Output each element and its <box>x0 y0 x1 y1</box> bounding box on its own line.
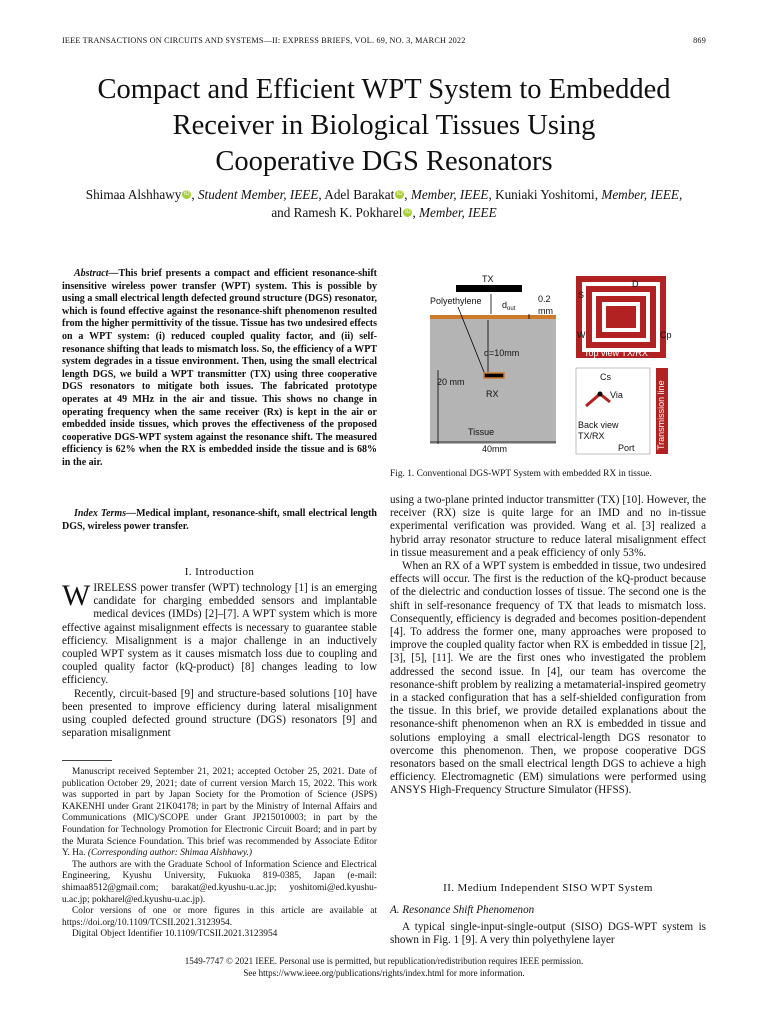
thickness-label: 0.2 <box>538 294 551 304</box>
rx-label: RX <box>486 389 499 399</box>
footnote-color-versions[interactable]: Color versions of one or more figures in this article are available at https://doi.org/10.1109/TCSII.2021.3123954. <box>62 906 377 928</box>
subsection-heading: A. Resonance Shift Phenomenon <box>390 904 535 916</box>
paper-title <box>40 72 728 180</box>
transmission-line-label: Transmission line <box>656 380 666 450</box>
author-list: Shimaa Alshhawy iD , Student Member, IEEE, Adel Barakat iD , Member, IEEE, Kuniaki Yoshitomi, Member, IEEE, and Ramesh K. Pokharel iD , Member, IEEE <box>85 187 683 220</box>
w-label: W <box>577 330 586 340</box>
orcid-icon[interactable]: iD <box>184 191 190 197</box>
abstract-label: Abstract— <box>74 268 119 279</box>
footnote-doi: Digital Object Identifier 10.1109/TCSII.2021.3123954 <box>72 929 278 940</box>
via-label: Via <box>610 390 623 400</box>
port-label: Port <box>618 443 635 453</box>
figure-caption: Fig. 1. Conventional DGS-WPT System with embedded RX in tissue. <box>390 469 652 479</box>
footnote <box>62 767 377 941</box>
page-number: 869 <box>693 36 706 45</box>
rx-bar <box>484 373 504 378</box>
tx-bar <box>456 285 522 292</box>
drop-cap: W <box>62 579 91 612</box>
height-label: 20 mm <box>437 377 465 387</box>
copyright-line-2[interactable]: See https://www.ieee.org/publications/rights/index.html for more information. <box>243 967 525 978</box>
author-1: Shimaa Alshhawy <box>85 187 182 202</box>
footnote-corresponding: (Corresponding author: Shimaa Alshhawy.) <box>87 848 252 859</box>
author-1-role: Student Member, IEEE <box>197 187 319 202</box>
section-heading-2: II. Medium Independent SISO WPT System <box>443 882 653 894</box>
right-column-body <box>390 494 706 798</box>
abstract-text: This brief presents a compact and efficient resonance-shift insensitive wireless power transfer (WPT) system. This is possible by using a small electrical length defected ground structure (DGS) resonator, which is found effective against the resonance-shift phenomenon resulted from the higher permittivity of the tissue. Tissue has two undesired effects on a WPT system: (i) reduced coupled quality factor, and (ii) self-resonance shifting that leads to mismatch loss. So, the efficiency of a WPT system degrades in a tissue environment. Then, using the small electrical length DGS, we build a WPT transmitter (TX) using three cooperative DGS resonators to mitigate both issues. The fabricated prototype operates at 49 MHz in the air and tissue. This shows no change in operating frequency when the same receiver (Rx) is kept in the air or embedded inside tissues, which proves the effectiveness of the proposed cooperative DGS-WPT system against the resonance shift. The measured efficiency is 62% when the RX is embedded inside the tissue and is 68% in the air. <box>62 268 377 468</box>
title-line-1: Compact and Efficient WPT System to Embedded <box>97 74 671 105</box>
thickness-unit-label: mm <box>538 306 553 316</box>
author-4-role: Member, IEEE <box>419 205 497 220</box>
cp-label: Cp <box>660 330 672 340</box>
right-paragraph-1: using a two-plane printed inductor transmitter (TX) [10]. However, the receiver (RX) size is quite large for an IMD and no in-tissue experimental verification was provided. Wang et al. [3] realized a hybrid array resonator structure to reduce lateral misalignment effect in tissue measurement and a peak efficiency of only 53%. <box>390 494 706 559</box>
title-line-2: Receiver in Biological Tissues Using <box>172 110 596 141</box>
journal-header: IEEE TRANSACTIONS ON CIRCUITS AND SYSTEMS—II: EXPRESS BRIEFS, VOL. 69, NO. 3, MARCH 2022 <box>62 36 466 45</box>
author-4: Ramesh K. Pokharel <box>293 205 403 220</box>
top-view-label: Top view TX/RX <box>584 348 648 358</box>
d-label: D <box>632 279 639 289</box>
author-conjunction: and <box>271 205 291 220</box>
figure-1 <box>396 272 706 462</box>
top-view-center <box>606 306 636 328</box>
index-terms <box>62 508 377 533</box>
abstract <box>62 268 377 470</box>
intro-paragraph-2: Recently, circuit-based [9] and structure-based solutions [10] have been presented to improve efficiency during lateral misalignment using coupled defected ground structure (DGS) resonators [9] and separation misalignment <box>62 687 377 740</box>
back-view-label-2: TX/RX <box>578 431 605 441</box>
index-terms-label: Index Terms— <box>74 508 137 519</box>
tissue-label: Tissue <box>468 427 495 437</box>
footnote-divider <box>62 760 112 761</box>
title-line-3: Cooperative DGS Resonators <box>215 146 553 177</box>
orcid-icon[interactable]: iD <box>396 191 403 197</box>
back-view-label-1: Back view <box>578 420 619 430</box>
copyright-footer <box>62 956 706 979</box>
back-view-panel <box>576 368 650 454</box>
introduction-body <box>62 579 377 740</box>
footnote-affiliation: The authors are with the Graduate School of Information Science and Electrical Engineering, Kyushu University, Fukuoka 819-0385, Japan (e-mail: shimaa8512@gmail.com; barakat@ed.kyushu-u.ac.jp; yoshitomi@ed.kyushu-u.ac.jp; pokharel@ed.kyushu-u.ac.jp). <box>62 859 377 905</box>
section-heading: I. Introduction <box>184 566 255 578</box>
author-2-role: Member, IEEE <box>410 187 489 202</box>
via-mark <box>598 392 603 397</box>
width-label: 40mm <box>482 444 508 454</box>
author-3-role: Member, IEEE, <box>601 187 683 202</box>
footnote-manuscript: Manuscript received September 21, 2021; accepted October 25, 2021. Date of publication October 29, 2021; date of current version March 15, 2022. This work was supported in part by Japan Society for the Promotion of Science (JSPS) KAKENHI under Grant 21K04178; in part by the Ministry of Internal Affairs and Communications (MIC)/SCOPE under Grant JP215010003; in part by the Foundation for Technology Promotion for Electronic Circuit Board; and in part by the Murata Science Foundation. This brief was recommended by Associate Editor Y. Ha. <box>62 767 377 859</box>
index-terms-text: Medical implant, resonance-shift, small electrical length DGS, wireless power transfer. <box>62 508 377 532</box>
dout-label: $d_{out}$ <box>502 300 516 312</box>
orcid-icon[interactable]: iD <box>405 209 411 215</box>
running-header <box>62 36 706 50</box>
author-3: Kuniaki Yoshitomi <box>495 187 595 202</box>
polyethylene-label: Polyethylene <box>430 296 482 306</box>
author-2: Adel Barakat <box>324 187 395 202</box>
intro-paragraph-1: IRELESS power transfer (WPT) technology [1] is an emerging candidate for charging embedded sensors and implantable medical devices (IMDs) [2]–[7]. A WPT system which is more effective against misalignment effects is necessary to guarantee stable efficiency. Misalignment is a major challenge in an inductively coupled WPT system as it causes mismatch loss due to coupling and coupled quality factor (kQ-product) [8] changes leading to low efficiency. <box>62 582 377 687</box>
tx-label: TX <box>482 274 494 284</box>
right-paragraph-2: When an RX of a WPT system is embedded in tissue, two undesired effects will occur. The first is the reduction of the kQ-product because of the dielectric and conduction losses of tissue. The second one is the shift in self-resonance frequency of TX that leads to mismatch loss. Consequently, efficiency is degraded and becomes position-dependent [4]. To address the former one, many approaches were proposed to improve the coupled quality factor when RX is embedded in tissue [2], [3], [5], [11]. We are the first ones who investigated the problem addressed the second issue. In [4], our team has overcome the resonance-shift problem by realizing a metamaterial-inspired geometry in a stacked configuration that has a self-shielded configuration from the tissue. In this brief, we provide detailed explanations about the resonance-shift phenomenon when an RX is embedded in tissue and solutions employing a small electrical-length DGS resonator to overcome this phenomenon. Then, we propose cooperative DGS resonators based on the small electrical length DGS to achieve a high efficiency. Electromagnetic (EM) simulations were performed using ANSYS High-Frequency Structure Simulator (HFSS). <box>390 560 706 797</box>
s-label: S <box>578 290 585 300</box>
depth-label: d=10mm <box>484 348 520 358</box>
right-paragraph-3: A typical single-input-single-output (SISO) DGS-WPT system is shown in Fig. 1 [9]. A very thin polyethylene layer <box>390 921 706 947</box>
copyright-line-1: 1549-7747 © 2021 IEEE. Personal use is permitted, but republication/redistribution requires IEEE permission. <box>184 956 584 966</box>
cs-label: Cs <box>600 372 611 382</box>
